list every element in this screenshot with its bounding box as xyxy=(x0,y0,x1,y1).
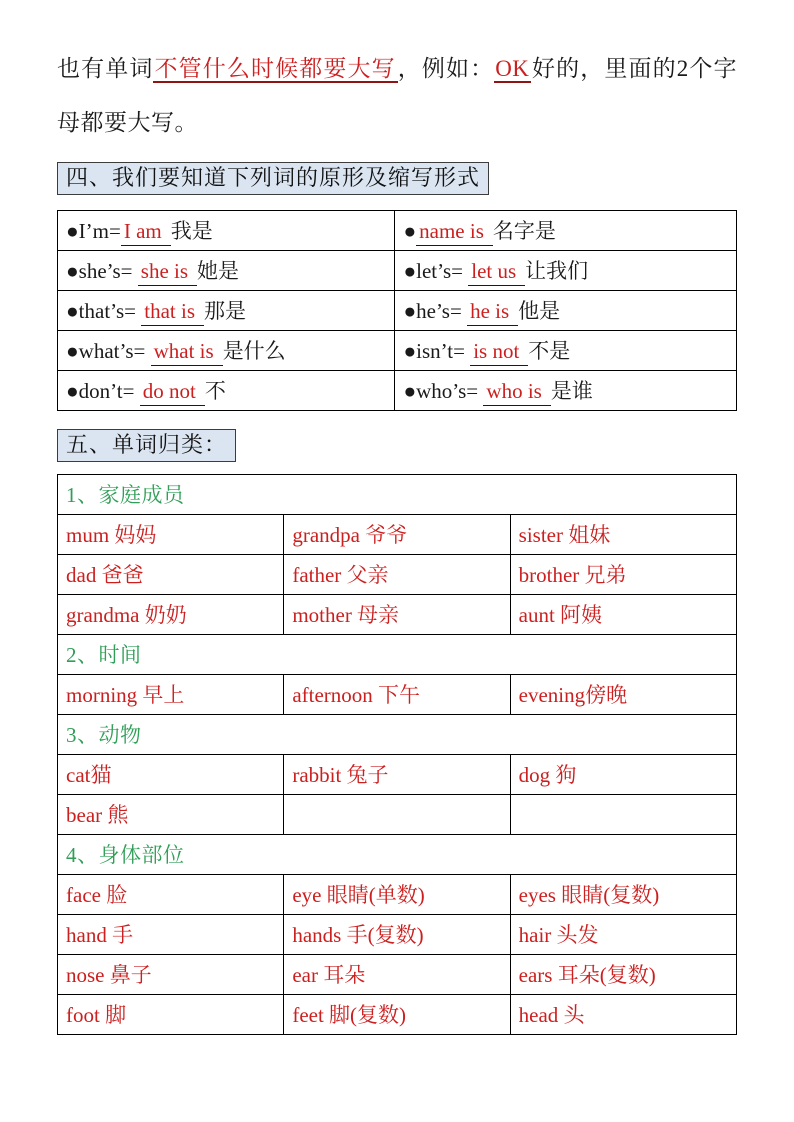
contraction-cell xyxy=(58,291,395,331)
vocab-cell xyxy=(284,795,510,835)
vocab-cell: father 父亲 xyxy=(284,555,510,595)
vocab-cell: ear 耳朵 xyxy=(284,955,510,995)
vocab-cell: afternoon 下午 xyxy=(284,675,510,715)
table-row xyxy=(58,595,737,635)
category-header-time: 2、时间 xyxy=(58,635,737,675)
table-row xyxy=(58,955,737,995)
category-header-row xyxy=(58,715,737,755)
contraction-answer: that is xyxy=(141,299,204,326)
table-row xyxy=(58,251,737,291)
contraction-answer: do not xyxy=(140,379,205,406)
contraction-answer: what is xyxy=(151,339,223,366)
vocab-cell: brother 兄弟 xyxy=(510,555,736,595)
table-row xyxy=(58,291,737,331)
contraction-prefix: ● xyxy=(403,218,417,243)
vocab-cell: mother 母亲 xyxy=(284,595,510,635)
contraction-cell xyxy=(58,211,395,251)
category-header-row xyxy=(58,475,737,515)
contraction-answer: is not xyxy=(470,339,528,366)
contraction-prefix: ●what’s= xyxy=(66,338,151,363)
contraction-prefix: ●he’s= xyxy=(403,298,468,323)
vocab-cell: dog 狗 xyxy=(510,755,736,795)
vocab-cell: aunt 阿姨 xyxy=(510,595,736,635)
contraction-cell xyxy=(58,331,395,371)
contraction-cell xyxy=(58,251,395,291)
contractions-table xyxy=(57,210,737,411)
contraction-meaning: 不 xyxy=(204,378,226,403)
contraction-meaning: 是什么 xyxy=(222,338,286,363)
contraction-cell xyxy=(395,291,737,331)
contraction-cell xyxy=(395,211,737,251)
vocab-cell: bear 熊 xyxy=(58,795,284,835)
contraction-cell xyxy=(395,371,737,411)
table-row xyxy=(58,555,737,595)
category-header-body-parts: 4、身体部位 xyxy=(58,835,737,875)
contraction-meaning: 让我们 xyxy=(525,258,589,283)
contraction-meaning: 是谁 xyxy=(550,378,593,403)
contraction-meaning: 她是 xyxy=(197,258,240,283)
vocab-cell: head 头 xyxy=(510,995,736,1035)
vocab-cell: grandpa 爷爷 xyxy=(284,515,510,555)
contraction-answer: name is xyxy=(416,219,493,246)
vocab-cell: evening傍晚 xyxy=(510,675,736,715)
table-row xyxy=(58,795,737,835)
vocab-cell: eye 眼睛(单数) xyxy=(284,875,510,915)
vocab-cell xyxy=(510,795,736,835)
table-row xyxy=(58,875,737,915)
vocab-cell: grandma 奶奶 xyxy=(58,595,284,635)
contraction-prefix: ●isn’t= xyxy=(403,338,471,363)
table-row xyxy=(58,331,737,371)
vocab-cell: feet 脚(复数) xyxy=(284,995,510,1035)
table-row xyxy=(58,755,737,795)
vocab-cell: hands 手(复数) xyxy=(284,915,510,955)
contraction-answer: who is xyxy=(483,379,550,406)
intro-underlined-rule: 不管什么时候都要大写 xyxy=(154,56,396,81)
section4-header: 四、我们要知道下列词的原形及缩写形式 xyxy=(57,162,489,195)
contraction-prefix: ●that’s= xyxy=(66,298,142,323)
vocab-cell: mum 妈妈 xyxy=(58,515,284,555)
intro-text-3: 好的，里面的2个字母都要大写。 xyxy=(57,56,738,135)
intro-text-1: 也有单词 xyxy=(57,56,154,81)
intro-paragraph xyxy=(57,42,737,150)
table-row xyxy=(58,211,737,251)
table-row xyxy=(58,515,737,555)
contraction-meaning: 名字是 xyxy=(492,218,556,243)
contraction-prefix: ●she’s= xyxy=(66,258,138,283)
vocab-cell: hair 头发 xyxy=(510,915,736,955)
category-header-animals: 3、动物 xyxy=(58,715,737,755)
contraction-prefix: ●I’m= xyxy=(66,218,121,243)
table-row xyxy=(58,675,737,715)
intro-underlined-ok: OK xyxy=(495,56,530,81)
vocab-cell: nose 鼻子 xyxy=(58,955,284,995)
contraction-answer: he is xyxy=(467,299,518,326)
vocab-cell: hand 手 xyxy=(58,915,284,955)
contraction-answer: she is xyxy=(138,259,197,286)
contraction-answer: I am xyxy=(121,219,171,246)
table-row xyxy=(58,371,737,411)
intro-text-2: ，例如： xyxy=(397,56,495,81)
section5-header: 五、单词归类： xyxy=(57,429,236,462)
contraction-prefix: ●don’t= xyxy=(66,378,140,403)
vocab-cell: rabbit 兔子 xyxy=(284,755,510,795)
categories-table xyxy=(57,474,737,1035)
contraction-prefix: ●who’s= xyxy=(403,378,484,403)
vocab-cell: face 脸 xyxy=(58,875,284,915)
category-header-row xyxy=(58,835,737,875)
contraction-answer: let us xyxy=(468,259,525,286)
vocab-cell: sister 姐妹 xyxy=(510,515,736,555)
vocab-cell: morning 早上 xyxy=(58,675,284,715)
vocab-cell: dad 爸爸 xyxy=(58,555,284,595)
vocab-cell: eyes 眼睛(复数) xyxy=(510,875,736,915)
vocab-cell: cat猫 xyxy=(58,755,284,795)
vocab-cell: foot 脚 xyxy=(58,995,284,1035)
table-row xyxy=(58,915,737,955)
category-header-row xyxy=(58,635,737,675)
contraction-cell xyxy=(395,331,737,371)
contraction-cell xyxy=(395,251,737,291)
contraction-cell xyxy=(58,371,395,411)
table-row xyxy=(58,995,737,1035)
contraction-prefix: ●let’s= xyxy=(403,258,469,283)
vocab-cell: ears 耳朵(复数) xyxy=(510,955,736,995)
contraction-meaning: 不是 xyxy=(528,338,571,363)
contraction-meaning: 我是 xyxy=(170,218,213,243)
contraction-meaning: 那是 xyxy=(204,298,247,323)
category-header-family: 1、家庭成员 xyxy=(58,475,737,515)
contraction-meaning: 他是 xyxy=(518,298,561,323)
